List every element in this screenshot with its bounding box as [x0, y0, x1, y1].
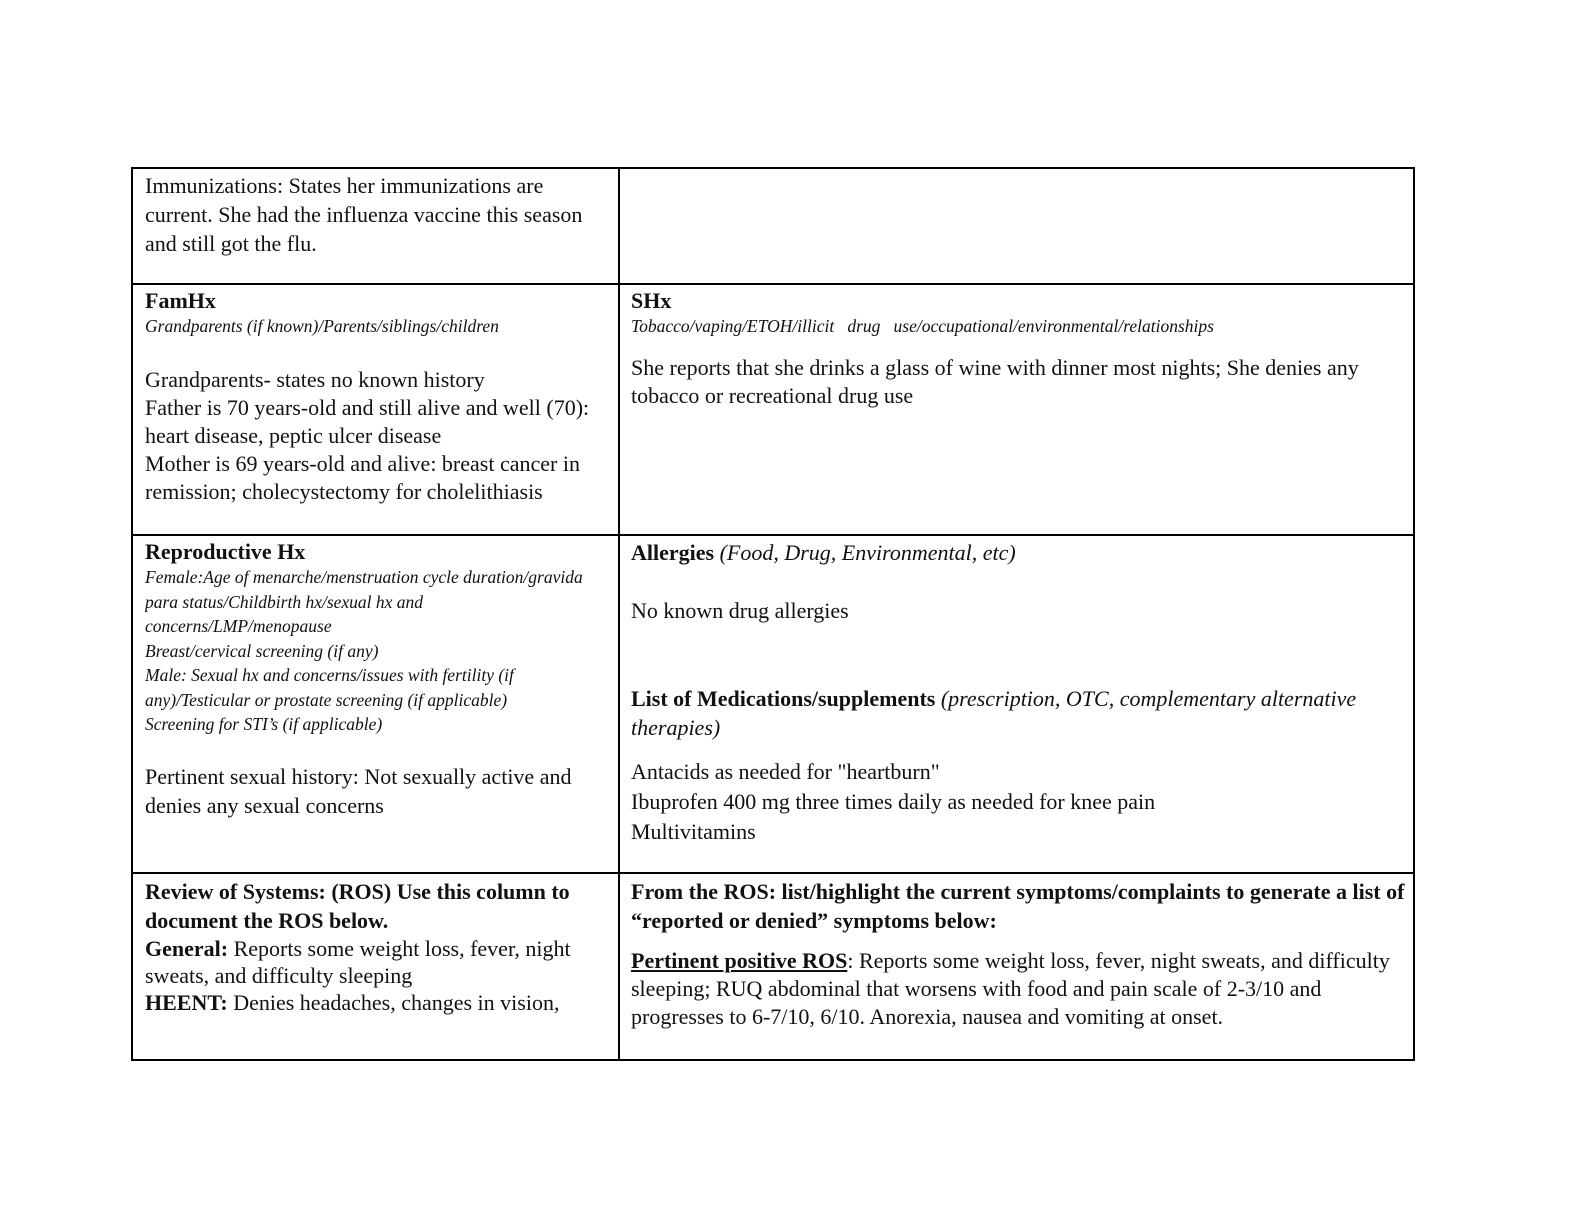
ros-summary-heading: From the ROS: list/highlight the current symptoms/complaints to generate a list of “reported or denied” symptoms below: [631, 879, 1405, 933]
column-divider [618, 169, 620, 1059]
medications-heading: List of Medications/supplements [631, 686, 936, 711]
medication-item: Antacids as needed for "heartburn" [631, 759, 940, 784]
pertinent-positive-label: Pertinent positive ROS [631, 948, 848, 973]
shx-hint: Tobacco/vaping/ETOH/illicit drug use/occupational/environmental/relationships [631, 316, 1214, 336]
medication-item: Ibuprofen 400 mg three times daily as needed for knee pain [631, 789, 1156, 814]
famhx-hint: Grandparents (if known)/Parents/siblings/children [145, 316, 499, 336]
allergies-heading-line [631, 538, 1401, 567]
reproductive-hint: Breast/cervical screening (if any) [145, 640, 379, 661]
famhx-lines [145, 366, 607, 506]
history-table [131, 167, 1415, 1061]
medications-heading-note: (prescription, OTC, complementary alternative therapies) [631, 686, 1357, 740]
medication-item: Multivitamins [631, 819, 756, 844]
reproductive-cell [145, 538, 611, 820]
ros-heading: Review of Systems: (ROS) Use this column to document the ROS below. [145, 879, 570, 933]
ros-general [145, 935, 611, 989]
shx-cell [631, 287, 1401, 410]
reproductive-hint: Screening for STI’s (if applicable) [145, 714, 383, 734]
ros-cell [145, 877, 611, 1016]
ros-general-text: Reports some weight loss, fever, night sweats, and difficulty sleeping [145, 936, 571, 988]
immunizations-cell [145, 171, 605, 258]
famhx-line: Mother is 69 years-old and alive: breast cancer in remission; cholecystectomy for cholelithiasis [145, 450, 580, 504]
allergies-medications-cell [631, 538, 1401, 847]
row-divider [133, 534, 1413, 536]
famhx-line: Grandparents- states no known history [145, 366, 485, 392]
shx-heading: SHx [631, 288, 672, 313]
pertinent-positive-text: : Reports some weight loss, fever, night sweats, and difficulty sleeping; RUQ abdominal that worsens with food and pain scale of 2-3/10 and progresses to 6-7/10, 6/10. Anorexia, nausea and vomiting at onset. [631, 948, 1390, 1029]
shx-text: She reports that she drinks a glass of wine with dinner most nights; She denies any tobacco or recreational drug use [631, 354, 1359, 408]
allergies-heading: Allergies [631, 540, 715, 565]
ros-summary-positive [631, 947, 1407, 1031]
medications-list [631, 757, 1401, 847]
row-divider [133, 283, 1413, 285]
famhx-line: Father is 70 years-old and still alive and well (70): heart disease, peptic ulcer disease [145, 394, 590, 448]
reproductive-hint: Female:Age of menarche/menstruation cycle duration/gravida para status/Childbirth hx/sexual hx and concerns/LMP/menopause [145, 567, 583, 636]
famhx-cell [145, 287, 607, 506]
ros-heent-label: HEENT: [145, 990, 228, 1015]
famhx-heading: FamHx [145, 288, 216, 313]
ros-general-label: General: [145, 936, 229, 961]
ros-summary-cell [631, 877, 1407, 1031]
immunizations-text: Immunizations: States her immunizations are current. She had the influenza vaccine this season and still got the flu. [145, 173, 583, 256]
medications-heading-line [631, 684, 1401, 742]
ros-heent [145, 989, 611, 1016]
reproductive-hint: Male: Sexual hx and concerns/issues with fertility (if any)/Testicular or prostate screening (if applicable) [145, 665, 514, 710]
reproductive-text: Pertinent sexual history: Not sexually active and denies any sexual concerns [145, 763, 572, 818]
ros-heent-text: Denies headaches, changes in vision, [227, 990, 560, 1015]
allergies-heading-note: (Food, Drug, Environmental, etc) [714, 540, 1016, 565]
reproductive-heading: Reproductive Hx [145, 539, 306, 564]
row-divider [133, 872, 1413, 874]
allergies-text: No known drug allergies [631, 598, 849, 623]
